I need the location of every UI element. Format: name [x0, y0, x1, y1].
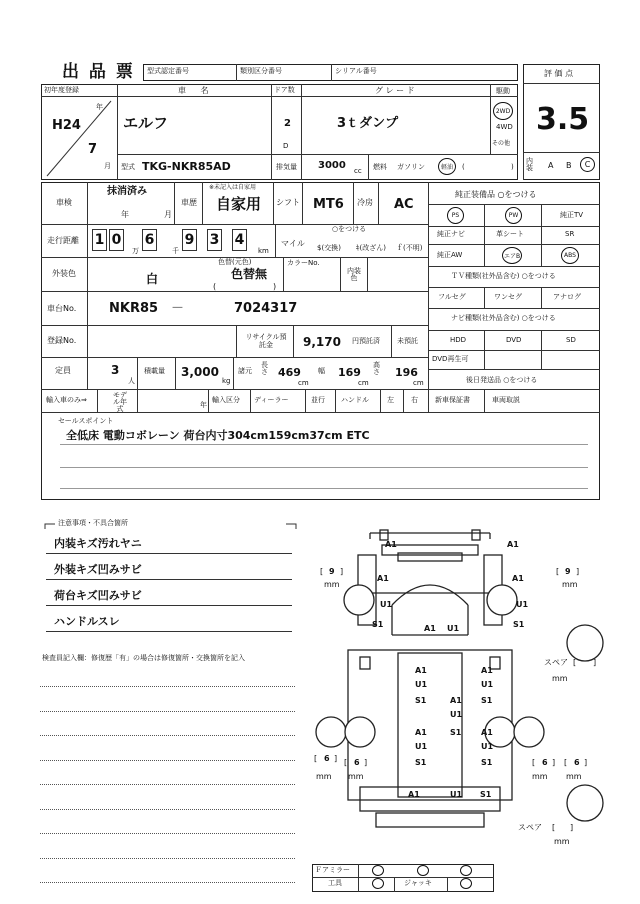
equip-sr[interactable]: SR: [565, 230, 575, 238]
svg-text:[: [: [573, 658, 577, 667]
chassis-number: 7024317: [234, 301, 298, 316]
mark-u1-b3: U1: [450, 710, 463, 719]
recycle-pending: 未預託: [397, 337, 418, 345]
height-value: 196: [395, 366, 418, 379]
serial-label: シリアル番号: [335, 67, 377, 75]
rating-value: 3.5: [536, 102, 590, 137]
displacement-unit: cc: [354, 167, 362, 175]
mile-opt3-text: 不明: [405, 244, 420, 252]
vehicle-damage-diagram: [300, 525, 620, 865]
mark-u1-l: U1: [380, 600, 393, 609]
svg-text:]: ]: [584, 758, 588, 767]
tools-label: 工具: [328, 879, 342, 887]
door-mirror-label: Ｆアミラー: [315, 866, 350, 874]
inspector-line[interactable]: [40, 809, 295, 810]
handle-left[interactable]: 左: [387, 396, 394, 404]
mirror-right-check[interactable]: [417, 865, 429, 876]
import-dealer[interactable]: ディーラー: [254, 396, 289, 404]
equip-pw-circle[interactable]: [505, 207, 522, 224]
mark-a1-fr: A1: [507, 540, 519, 549]
equip-navi[interactable]: 純正ナビ: [437, 230, 465, 238]
height-label: 高さ: [373, 361, 380, 376]
length-value: 469: [278, 366, 301, 379]
fuel-diesel-circle[interactable]: [438, 158, 456, 175]
spare-label-2: スペア: [518, 823, 542, 832]
tire-fr: 9: [565, 567, 571, 576]
tire-rl-in-mm: mm: [348, 772, 364, 781]
doors-value: 2: [284, 118, 291, 129]
length-label: 長さ: [261, 361, 268, 376]
mileage-digit: 6: [142, 229, 157, 251]
load-unit: kg: [222, 377, 231, 385]
svg-text:[: [: [564, 758, 568, 767]
repaint-label: 色替(元色): [218, 258, 252, 266]
first-reg-year: H24: [52, 118, 81, 133]
svg-text:]: ]: [334, 754, 338, 763]
import-label: 輸入車のみ⇒: [46, 396, 87, 404]
tire-rl-in: 6: [354, 758, 360, 767]
mileage-sen: 千: [172, 247, 179, 255]
mark-u1-b1: U1: [415, 680, 428, 689]
aftermarket-manual[interactable]: 車両取説: [492, 396, 520, 404]
recycle-label: リサイクル預託金: [245, 333, 287, 350]
jack-label: ジャッキ: [404, 879, 432, 887]
sales-text: 全低床 電動コボレーン 荷台内寸304cm159cm37cm ETC: [66, 429, 370, 442]
model-value: TKG-NKR85AD: [142, 160, 231, 173]
drive-4wd: 4WD: [496, 123, 513, 131]
note-item: 内装キズ汚れヤニ: [54, 537, 142, 550]
svg-text:]: ]: [570, 823, 574, 832]
shaken-value: 抹消済み: [107, 186, 147, 197]
interior-c: C: [584, 160, 591, 169]
mark-a1-b3: A1: [450, 696, 462, 705]
mark-a1-b5: A1: [481, 728, 493, 737]
note-item: 荷台キズ凹みサビ: [54, 589, 142, 602]
exterior-value: 白: [146, 272, 159, 286]
svg-text:[: [: [320, 567, 324, 576]
fuel-paren-close: ): [511, 163, 514, 171]
handle-right[interactable]: 右: [411, 396, 418, 404]
navi-hdd[interactable]: HDD: [450, 336, 467, 344]
fuel-gasoline: ガソリン: [397, 163, 425, 171]
tv-title: ＴＶ種類(社外品含む) ○をつける: [451, 272, 556, 280]
car-name-label: 車 名: [178, 86, 215, 95]
mark-a1-b1: A1: [415, 666, 427, 675]
inspector-line[interactable]: [40, 858, 295, 859]
mark-s1-b3: S1: [450, 728, 462, 737]
load-label: 積載量: [144, 367, 165, 375]
equip-abs: ABS: [564, 252, 576, 259]
type-approval-label: 型式認定番号: [147, 67, 189, 75]
svg-text:[: [: [344, 758, 348, 767]
grade-label: グ レ ー ド: [375, 86, 415, 95]
inspector-line[interactable]: [40, 784, 295, 785]
mark-s1-l: S1: [372, 620, 384, 629]
mark-u1-b4: U1: [415, 742, 428, 751]
mile-opt2-text: 改ざん: [362, 244, 384, 252]
interior-b: B: [566, 161, 572, 170]
drive-label: 駆動: [496, 87, 510, 95]
car-name: エルフ: [123, 114, 169, 132]
spare-label-1: スペア: [544, 658, 568, 667]
category-label: 類別区分番号: [240, 67, 282, 75]
color-no-label: カラーNo.: [287, 259, 320, 267]
history-label: 車歴: [181, 198, 197, 207]
svg-text:[: [: [556, 567, 560, 576]
fuel-diesel: 軽油: [440, 164, 453, 171]
svg-text:[: [: [314, 754, 318, 763]
import-parallel[interactable]: 並行: [311, 396, 325, 404]
inspector-line[interactable]: [40, 711, 295, 712]
aftermarket-warranty[interactable]: 新車保証書: [435, 396, 470, 404]
doors-label: ドア数: [274, 86, 295, 94]
mile-opt-unknown[interactable]: ｆ(不明): [396, 244, 423, 252]
width-unit: cm: [358, 379, 369, 387]
doors-unit: D: [283, 142, 289, 150]
inspector-line[interactable]: [40, 833, 295, 834]
history-value: 自家用: [216, 195, 262, 213]
interior-color-label: 内装色: [347, 267, 361, 282]
svg-text:]: ]: [593, 658, 597, 667]
ac-label: 冷房: [357, 198, 373, 207]
mark-a1-r: A1: [512, 574, 524, 583]
mile-opt1-text: 交換: [324, 244, 339, 252]
mileage-digit: 9: [182, 229, 197, 251]
rating-label: 評 価 点: [544, 69, 574, 78]
jack-check[interactable]: [460, 878, 472, 889]
interior-a: A: [548, 161, 554, 170]
notes-title: 注意事項・不具合箇所: [58, 519, 128, 527]
shaken-month: 月: [164, 210, 172, 219]
dims-label: 諸元: [238, 367, 252, 375]
svg-text:[: [: [532, 758, 536, 767]
mark-u1-b5: U1: [481, 742, 494, 751]
sales-label: セールスポイント: [58, 417, 114, 425]
shaken-year: 年: [121, 210, 129, 219]
displacement-label: 排気量: [276, 163, 297, 171]
model-year-label: モデル年式: [113, 391, 127, 413]
navi-title: ナビ種類(社外品含む) ○をつける: [451, 314, 556, 322]
tools-check[interactable]: [372, 878, 384, 889]
form-title: 出 品 票: [62, 62, 135, 82]
mark-a1-c: A1: [424, 624, 436, 633]
interior-label: 内装: [526, 157, 533, 172]
mark-s1-r: S1: [513, 620, 525, 629]
drive-other: その他: [492, 140, 511, 147]
mark-a1-fl: A1: [385, 540, 397, 549]
mark-a1-rear: A1: [408, 790, 420, 799]
mileage-digit: 1: [92, 229, 107, 251]
inspector-line[interactable]: [40, 686, 295, 687]
note-item: 外装キズ凹みサビ: [54, 563, 142, 576]
mirror-center-check[interactable]: [460, 865, 472, 876]
tire-fl: 9: [329, 567, 335, 576]
svg-text:]: ]: [364, 758, 368, 767]
length-unit: cm: [298, 379, 309, 387]
mark-a1-b4: A1: [415, 728, 427, 737]
mile-opt-exchange[interactable]: $(交換): [317, 244, 341, 252]
capacity-value: 3: [111, 363, 120, 377]
mark-u1-c: U1: [447, 624, 460, 633]
height-unit: cm: [413, 379, 424, 387]
mark-u1-rear: U1: [450, 790, 463, 799]
width-label: 幅: [318, 367, 325, 375]
dvd-playback[interactable]: DVD再生可: [432, 355, 469, 363]
tire-fr-mm: mm: [562, 580, 578, 589]
note-item: ハンドルスレ: [54, 615, 120, 628]
tire-rr-out-mm: mm: [566, 772, 582, 781]
tire-rr-in: 6: [542, 758, 548, 767]
repaint-value: 色替無: [231, 267, 268, 281]
svg-text:]: ]: [576, 567, 580, 576]
handle-label: ハンドル: [341, 396, 369, 404]
width-value: 169: [338, 366, 361, 379]
circle-note: ○をつける: [332, 225, 367, 233]
first-reg-label: 初年度登録: [44, 86, 79, 94]
svg-text:]: ]: [340, 567, 344, 576]
tv-analog[interactable]: アナログ: [553, 293, 581, 301]
genuine-title: 純正装備品 ○をつける: [455, 190, 537, 199]
mileage-digit: 3: [207, 229, 222, 251]
grade-value: 3ｔダンプ: [337, 116, 399, 131]
svg-text:[: [: [552, 823, 556, 832]
load-value: 3,000: [181, 365, 219, 379]
capacity-label: 定員: [55, 366, 71, 375]
spare-mm-2: mm: [554, 837, 570, 846]
mark-s1-b2: S1: [481, 696, 493, 705]
inspector-line[interactable]: [40, 882, 295, 883]
equip-airb: エアB: [503, 253, 521, 260]
mileage-digit: 0: [109, 229, 124, 251]
chassis-prefix: NKR85: [109, 301, 159, 316]
inspector-line[interactable]: [40, 735, 295, 736]
tire-rr-out: 6: [574, 758, 580, 767]
mirror-left-check[interactable]: [372, 865, 384, 876]
interior-c-circle[interactable]: [580, 157, 595, 172]
damage-marks: [372, 540, 528, 799]
fuel-paren-open: (: [462, 163, 465, 171]
mile-opt-tamper[interactable]: ｷ(改ざん): [356, 244, 386, 252]
history-note: ※未記入は自家用: [209, 184, 257, 191]
equip-abs-circle[interactable]: [561, 247, 579, 264]
shaken-label: 車検: [56, 198, 72, 207]
displacement-value: 3000: [318, 160, 346, 171]
exterior-label: 外装色: [52, 269, 76, 278]
inspector-line[interactable]: [40, 760, 295, 761]
note-line: [46, 579, 292, 580]
spare-mm-1: mm: [552, 674, 568, 683]
mileage-man: 万: [132, 247, 139, 255]
equip-ps-circle[interactable]: [447, 207, 464, 224]
equip-ps: PS: [451, 212, 460, 219]
tv-fullseg[interactable]: フルセグ: [438, 293, 466, 301]
note-line: [46, 553, 292, 554]
aftermarket-title: 後日発送品 ○をつける: [466, 376, 538, 384]
mileage-digit: 4: [232, 229, 247, 251]
model-year-unit: 年: [200, 401, 207, 409]
mileage-km: km: [258, 247, 269, 255]
mark-a1-l: A1: [377, 574, 389, 583]
import-type-label: 輸入区分: [212, 396, 240, 404]
shift-value: MT6: [313, 197, 344, 212]
chassis-label: 車台No.: [47, 304, 77, 313]
shift-label: シフト: [276, 198, 300, 207]
equip-pw: PW: [508, 212, 519, 219]
mark-s1-rear: S1: [480, 790, 492, 799]
navi-dvd[interactable]: DVD: [506, 336, 522, 344]
navi-sd[interactable]: SD: [566, 336, 576, 344]
mark-s1-b5: S1: [481, 758, 493, 767]
tire-rl-out: 6: [324, 754, 330, 763]
month-unit: 月: [104, 162, 111, 170]
mark-s1-b4: S1: [415, 758, 427, 767]
equip-tv[interactable]: 純正TV: [560, 211, 584, 219]
recycle-unit: 円預託済: [352, 337, 380, 345]
fuel-label: 燃料: [373, 163, 387, 171]
note-line: [46, 631, 292, 632]
model-label: 型式: [121, 163, 135, 171]
mark-a1-b2: A1: [481, 666, 493, 675]
ac-value: AC: [394, 197, 414, 212]
mark-u1-b2: U1: [481, 680, 494, 689]
capacity-unit: 人: [128, 377, 135, 385]
equip-airb-circle[interactable]: [502, 247, 522, 264]
drive-2wd: 2WD: [495, 107, 511, 115]
equip-leather[interactable]: 革シート: [496, 230, 524, 238]
first-reg-month: 7: [88, 142, 98, 157]
inspector-label: 検査員記入欄：修復歴「有」の場合は修復箇所・交換箇所を記入: [42, 654, 245, 662]
tire-fl-mm: mm: [324, 580, 340, 589]
note-line: [46, 605, 292, 606]
tire-rr-in-mm: mm: [532, 772, 548, 781]
recycle-value: 9,170: [303, 335, 341, 349]
mark-u1-r: U1: [516, 600, 529, 609]
mileage-label: 走行距離: [47, 236, 79, 245]
year-unit: 年: [96, 103, 103, 111]
svg-text:]: ]: [552, 758, 556, 767]
tv-oneseg[interactable]: ワンセグ: [494, 293, 522, 301]
mark-s1-b1: S1: [415, 696, 427, 705]
equip-aw[interactable]: 純正AW: [437, 251, 463, 259]
drive-2wd-circle[interactable]: [493, 102, 513, 120]
tire-rl-out-mm: mm: [316, 772, 332, 781]
mile-label: マイル: [281, 239, 305, 248]
registration-label: 登録No.: [47, 336, 77, 345]
chassis-dash: －: [171, 301, 185, 316]
